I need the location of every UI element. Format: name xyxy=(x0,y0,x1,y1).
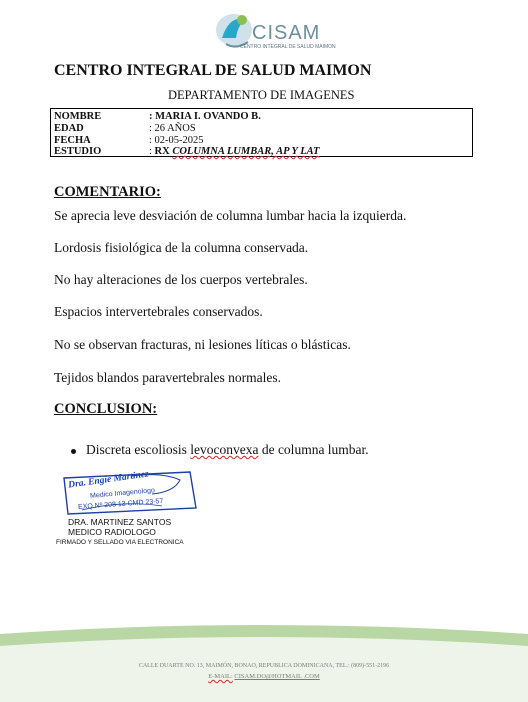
logo-subtext: CENTRO INTEGRAL DE SALUD MAIMON xyxy=(240,44,336,50)
conclusion-item xyxy=(86,442,369,458)
comment-line: Lordosis fisiológica de la columna conservada. xyxy=(54,240,309,255)
study-name: COLUMNA LUMBAR, AP Y LAT xyxy=(172,146,320,157)
stamp-doctor-name: Dra. Engie Martinez xyxy=(67,469,150,491)
logo-name: CISAM xyxy=(252,22,321,44)
signed-note: FIRMADO Y SELLADO VIA ELECTRONICA xyxy=(56,539,184,546)
name-value: : MARIA I. OVANDO B. xyxy=(149,111,261,122)
department-title: DEPARTAMENTO DE IMAGENES xyxy=(168,88,355,102)
footer-wave xyxy=(0,620,528,702)
conclusion-text-b: de columna lumbar. xyxy=(261,442,369,457)
stamp-exequatur: EXQ Nº 208 13 CMD 23-57 xyxy=(77,498,164,511)
study-colon: : xyxy=(149,146,152,157)
conclusion-heading: CONCLUSION: xyxy=(54,401,158,417)
age-value: : 26 AÑOS xyxy=(149,123,196,134)
study-value xyxy=(149,146,319,158)
comment-line: Espacios intervertebrales conservados. xyxy=(54,304,263,319)
date-label: FECHA xyxy=(54,135,91,146)
name-label: NOMBRE xyxy=(54,111,102,122)
date-value: : 02-05-2025 xyxy=(149,135,204,146)
stamp-doctor-title: Medico Imagenologo xyxy=(89,487,156,500)
conclusion-flagged-word: levoconvexa xyxy=(190,442,259,457)
study-rx: RX xyxy=(154,146,170,157)
comment-line: No hay alteraciones de los cuerpos vertebrales. xyxy=(54,272,308,287)
comment-heading: COMENTARIO: xyxy=(54,184,161,200)
age-label: EDAD xyxy=(54,123,84,134)
institution-title: CENTRO INTEGRAL DE SALUD MAIMON xyxy=(54,62,372,79)
bullet-icon xyxy=(71,449,76,454)
footer-email-line xyxy=(0,673,528,680)
conclusion-text-a: Discreta escoliosis xyxy=(86,442,187,457)
comment-line: Tejidos blandos paravertebrales normales. xyxy=(54,370,281,385)
doctor-block xyxy=(68,517,171,537)
doctor-name: DRA. MARTINEZ SANTOS xyxy=(68,517,172,527)
comment-line: Se aprecia leve desviación de columna lumbar hacia la izquierda. xyxy=(54,208,407,223)
doctor-title: MEDICO RADIOLOGO xyxy=(68,527,156,537)
email-prefix: E-MAIL: xyxy=(208,673,233,680)
comment-line: No se observan fracturas, ni lesiones líticas o blásticas. xyxy=(54,337,351,352)
study-label: ESTUDIO xyxy=(54,146,102,157)
cisam-logo xyxy=(212,8,336,56)
patient-info-box xyxy=(50,108,473,157)
footer-address: CALLE DUARTE NO. 13, MAIMÓN, BONAO, REPUBLICA DOMINICANA, TEL.: (809)-551-2196 xyxy=(138,663,390,669)
email-link[interactable]: CISAM.DO@HOTMAIL .COM xyxy=(234,673,320,680)
